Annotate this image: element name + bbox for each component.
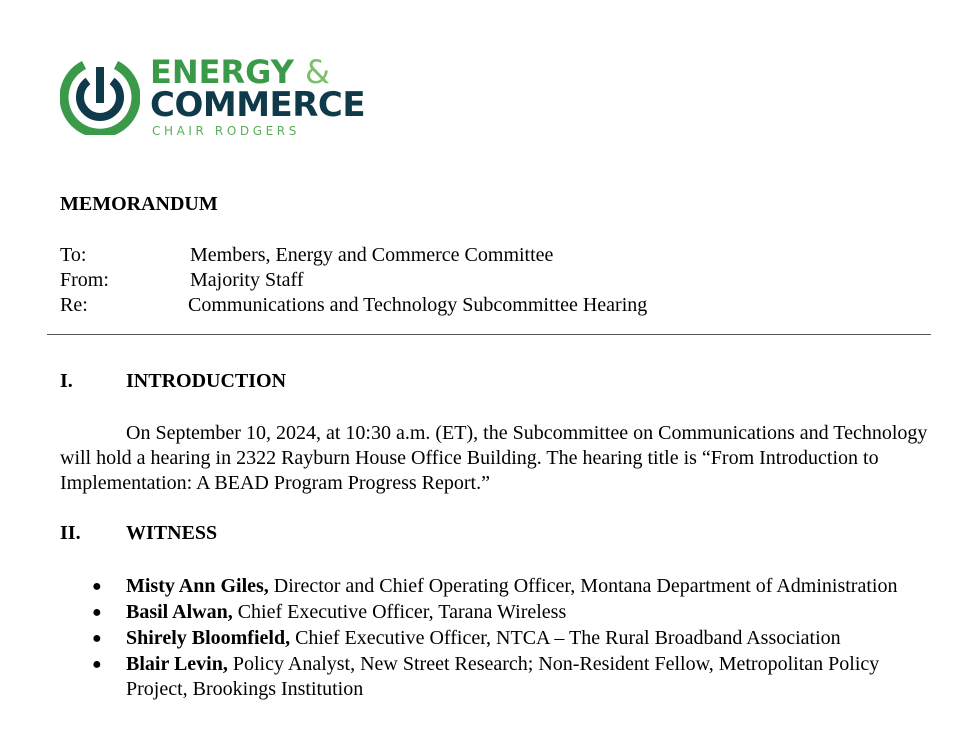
to-label: To: (60, 244, 87, 266)
witness-description: Policy Analyst, New Street Research; Non-Resident Fellow, Metropolitan Policy Project, Brookings Institution (126, 653, 880, 700)
section-title: WITNESS (126, 522, 218, 544)
witness-name: Basil Alwan, (126, 601, 233, 623)
memo-title: MEMORANDUM (60, 193, 218, 215)
bullet-icon: ● (92, 578, 102, 595)
witness-name: Blair Levin, (126, 653, 228, 675)
witness-name: Misty Ann Giles, (126, 575, 269, 597)
witness-name: Shirely Bloomfield, (126, 627, 291, 649)
from-value: Majority Staff (190, 269, 304, 291)
from-label: From: (60, 269, 109, 291)
re-value: Communications and Technology Subcommittee Hearing (188, 294, 648, 316)
witness-list (60, 574, 940, 703)
list-item (60, 600, 940, 625)
from-row (60, 269, 304, 292)
committee-logo (60, 52, 390, 142)
witness-description: Chief Executive Officer, NTCA – The Rural Broadband Association (290, 627, 841, 649)
logo-energy: ENERGY & (150, 53, 330, 91)
list-item (60, 652, 940, 702)
power-icon (60, 55, 140, 135)
list-item (60, 626, 940, 651)
bullet-icon: ● (92, 630, 102, 647)
re-label: Re: (60, 294, 88, 316)
section-title: INTRODUCTION (126, 370, 287, 392)
section-number: II. (60, 522, 81, 544)
witness-description: Director and Chief Operating Officer, Montana Department of Administration (268, 575, 898, 597)
section-heading-introduction (60, 370, 286, 393)
logo-commerce: COMMERCE (150, 85, 366, 125)
header-divider (47, 334, 931, 335)
section-heading-witness (60, 522, 217, 545)
introduction-text: On September 10, 2024, at 10:30 a.m. (ET), the Subcommittee on Communications and Technology will hold a hearing in 2322 Rayburn House Office Building. The hearing title is “From Introduction to Implementation: A BEAD Program Progress Report.” (60, 422, 928, 494)
re-row (60, 294, 647, 317)
bullet-icon: ● (92, 656, 102, 673)
introduction-paragraph (60, 421, 930, 496)
list-item (60, 574, 940, 599)
to-row (60, 244, 553, 267)
witness-description: Chief Executive Officer, Tarana Wireless (232, 601, 567, 623)
to-value: Members, Energy and Commerce Committee (190, 244, 554, 266)
section-number: I. (60, 370, 73, 392)
logo-chair: CHAIR RODGERS (152, 124, 300, 138)
bullet-icon: ● (92, 604, 102, 621)
